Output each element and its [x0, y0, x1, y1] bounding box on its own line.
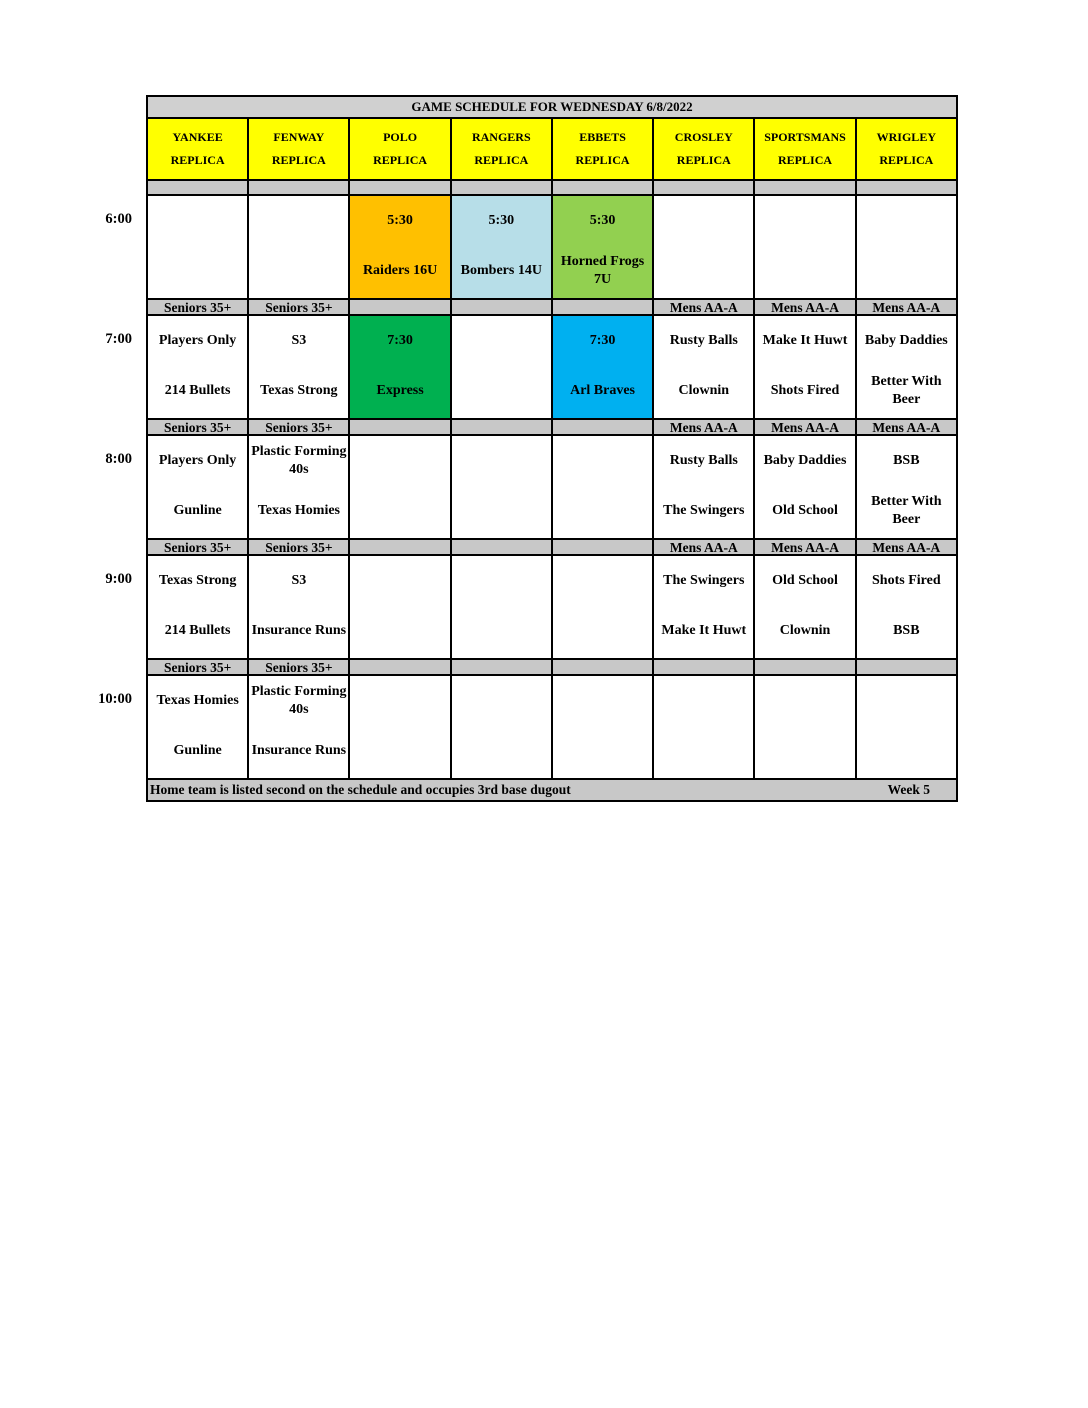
- field-header-3: [451, 118, 552, 180]
- footer-note: Home team is listed second on the schedule and occupies 3rd base dugout: [150, 782, 571, 797]
- team-top: Texas Homies: [156, 693, 239, 708]
- team-top: [756, 678, 853, 724]
- field-sub: REPLICA: [474, 153, 529, 167]
- division-label: Mens AA-A: [856, 299, 957, 315]
- team-top: BSB: [893, 453, 920, 468]
- game-cell: [147, 315, 248, 419]
- team-top: Players Only: [158, 453, 237, 468]
- team-bottom: Gunline: [173, 743, 222, 758]
- game-cell: [856, 675, 957, 779]
- slot-row: [147, 315, 957, 419]
- team-bottom: [453, 608, 550, 654]
- team-top: [453, 558, 550, 604]
- team-bottom: 214 Bullets: [164, 383, 231, 398]
- team-bottom: Arl Braves: [570, 383, 636, 398]
- game-cell: [349, 435, 450, 539]
- field-name: CROSLEY: [674, 130, 733, 144]
- slot-row: [147, 195, 957, 299]
- game-cell: [349, 555, 450, 659]
- division-label: Seniors 35+: [147, 419, 248, 435]
- game-cell: [856, 195, 957, 299]
- team-top: [453, 438, 550, 484]
- team-top: S3: [291, 333, 307, 348]
- game-cell: [451, 195, 552, 299]
- field-sub: REPLICA: [575, 153, 630, 167]
- division-label: [451, 419, 552, 435]
- time-label: 8:00: [105, 451, 132, 467]
- field-name: SPORTSMANS: [764, 130, 846, 144]
- field-sub: REPLICA: [879, 153, 934, 167]
- field-header-4: [552, 118, 653, 180]
- division-label: Seniors 35+: [248, 539, 349, 555]
- team-bottom: [351, 608, 448, 654]
- team-top: [554, 558, 651, 604]
- field-name: POLO: [383, 130, 418, 144]
- field-header-7: [856, 118, 957, 180]
- division-label: [451, 539, 552, 555]
- team-bottom: [655, 248, 752, 294]
- division-row: [147, 539, 957, 555]
- team-top: 5:30: [387, 213, 413, 228]
- team-bottom: Make It Huwt: [661, 623, 747, 638]
- game-cell: [856, 315, 957, 419]
- game-cell: [147, 555, 248, 659]
- team-bottom: Gunline: [173, 503, 222, 518]
- game-cell: [147, 195, 248, 299]
- division-label: [552, 539, 653, 555]
- team-top: [756, 198, 853, 244]
- field-sub: REPLICA: [271, 153, 326, 167]
- game-cell: [754, 315, 855, 419]
- field-header-5: [653, 118, 754, 180]
- slot-row: [147, 435, 957, 539]
- team-bottom: Texas Homies: [257, 503, 341, 518]
- game-cell: [552, 555, 653, 659]
- game-cell: [451, 435, 552, 539]
- game-cell: [248, 675, 349, 779]
- title-row: [147, 96, 957, 118]
- field-header-1: [248, 118, 349, 180]
- team-top: [351, 438, 448, 484]
- division-label: Mens AA-A: [754, 299, 855, 315]
- game-cell: [754, 195, 855, 299]
- game-cell: [653, 435, 754, 539]
- team-bottom: [453, 488, 550, 534]
- division-label: [552, 659, 653, 675]
- footer-row: [147, 779, 957, 801]
- footer-cell: [147, 779, 957, 801]
- team-top: [351, 558, 448, 604]
- team-bottom: [554, 608, 651, 654]
- team-top: 5:30: [589, 213, 616, 228]
- game-cell: [552, 195, 653, 299]
- team-top: Make It Huwt: [762, 333, 848, 348]
- field-sub: REPLICA: [676, 153, 731, 167]
- division-label: Mens AA-A: [653, 299, 754, 315]
- team-bottom: Better With Beer: [871, 374, 942, 407]
- team-top: [554, 678, 651, 724]
- game-cell: [248, 315, 349, 419]
- team-bottom: [554, 488, 651, 534]
- team-top: S3: [291, 573, 307, 588]
- team-bottom: Raiders 16U: [362, 263, 438, 278]
- field-name: EBBETS: [579, 130, 626, 144]
- team-bottom: Shots Fired: [770, 383, 840, 398]
- team-bottom: Texas Strong: [260, 383, 338, 398]
- division-label: [349, 419, 450, 435]
- game-cell: [248, 435, 349, 539]
- team-bottom: [655, 728, 752, 774]
- team-bottom: [351, 488, 448, 534]
- team-top: [655, 198, 752, 244]
- division-label: [349, 659, 450, 675]
- team-top: 7:30: [589, 333, 616, 348]
- division-label: Seniors 35+: [248, 299, 349, 315]
- game-cell: [552, 435, 653, 539]
- division-row: [147, 659, 957, 675]
- team-top: Plastic Forming 40s: [251, 684, 347, 717]
- team-bottom: Horned Frogs 7U: [560, 254, 645, 287]
- field-sub: REPLICA: [778, 153, 833, 167]
- game-cell: [147, 435, 248, 539]
- game-cell: [349, 675, 450, 779]
- team-top: Plastic Forming 40s: [251, 444, 347, 477]
- team-bottom: 214 Bullets: [164, 623, 231, 638]
- field-header-2: [349, 118, 450, 180]
- division-label: Seniors 35+: [147, 659, 248, 675]
- field-name: YANKEE: [172, 130, 223, 144]
- field-sub: REPLICA: [373, 153, 428, 167]
- division-label: Mens AA-A: [653, 539, 754, 555]
- team-bottom: [453, 368, 550, 414]
- time-label: 9:00: [105, 571, 132, 587]
- team-top: 7:30: [387, 333, 413, 348]
- field-name: RANGERS: [471, 130, 531, 144]
- division-label: [552, 299, 653, 315]
- slot-row: [147, 555, 957, 659]
- team-top: [351, 678, 448, 724]
- field-name: WRIGLEY: [876, 130, 936, 144]
- team-top: [453, 318, 550, 364]
- division-label: [451, 299, 552, 315]
- game-cell: [147, 675, 248, 779]
- time-label: 6:00: [105, 211, 132, 227]
- division-label: Mens AA-A: [754, 419, 855, 435]
- team-top: Baby Daddies: [763, 453, 847, 468]
- team-top: [858, 678, 955, 724]
- division-label: [754, 659, 855, 675]
- team-top: Players Only: [158, 333, 237, 348]
- game-cell: [653, 555, 754, 659]
- division-label: Seniors 35+: [248, 659, 349, 675]
- team-top: Shots Fired: [872, 573, 941, 588]
- field-header-0: [147, 118, 248, 180]
- team-top: [149, 198, 246, 244]
- team-top: [554, 438, 651, 484]
- division-label: Mens AA-A: [754, 539, 855, 555]
- division-label: [451, 659, 552, 675]
- team-bottom: [756, 248, 853, 294]
- team-bottom: Insurance Runs: [251, 743, 347, 758]
- field-sub: REPLICA: [170, 153, 225, 167]
- team-top: [250, 198, 347, 244]
- game-cell: [552, 675, 653, 779]
- team-top: 5:30: [488, 213, 515, 228]
- week-label: Week 5: [887, 782, 930, 797]
- team-bottom: Better With Beer: [871, 494, 942, 527]
- game-cell: [754, 555, 855, 659]
- division-label: Mens AA-A: [653, 419, 754, 435]
- game-cell: [248, 195, 349, 299]
- team-bottom: [858, 728, 955, 774]
- team-top: Baby Daddies: [864, 333, 948, 348]
- time-label: 7:00: [105, 331, 132, 347]
- team-bottom: [149, 248, 246, 294]
- field-header-row: [147, 118, 957, 180]
- team-bottom: Clownin: [678, 383, 730, 398]
- game-cell: [349, 195, 450, 299]
- team-top: [858, 198, 955, 244]
- division-label: [856, 659, 957, 675]
- team-bottom: Insurance Runs: [251, 623, 347, 638]
- division-label: Seniors 35+: [147, 539, 248, 555]
- division-row: [147, 299, 957, 315]
- team-top: Texas Strong: [158, 573, 237, 588]
- team-bottom: Old School: [772, 503, 838, 518]
- game-cell: [451, 675, 552, 779]
- game-cell: [653, 675, 754, 779]
- team-top: [453, 678, 550, 724]
- division-row: [147, 419, 957, 435]
- game-cell: [248, 555, 349, 659]
- division-label: [349, 539, 450, 555]
- game-cell: [754, 435, 855, 539]
- game-cell: [856, 555, 957, 659]
- team-top: Rusty Balls: [669, 333, 738, 348]
- division-label: [349, 299, 450, 315]
- team-top: Old School: [772, 573, 838, 588]
- division-label: Seniors 35+: [248, 419, 349, 435]
- team-bottom: The Swingers: [663, 503, 745, 518]
- team-bottom: [554, 728, 651, 774]
- game-cell: [451, 315, 552, 419]
- team-bottom: [858, 248, 955, 294]
- team-bottom: Clownin: [779, 623, 831, 638]
- team-top: [655, 678, 752, 724]
- team-bottom: [756, 728, 853, 774]
- field-header-6: [754, 118, 855, 180]
- division-label: [653, 659, 754, 675]
- game-cell: [754, 675, 855, 779]
- game-cell: [856, 435, 957, 539]
- division-label: [552, 419, 653, 435]
- team-bottom: [453, 728, 550, 774]
- team-top: The Swingers: [663, 573, 745, 588]
- division-label: Seniors 35+: [147, 299, 248, 315]
- game-cell: [349, 315, 450, 419]
- slot-row: [147, 675, 957, 779]
- game-cell: [451, 555, 552, 659]
- game-cell: [653, 315, 754, 419]
- division-label: Mens AA-A: [856, 419, 957, 435]
- field-name: FENWAY: [273, 130, 325, 144]
- team-bottom: Bombers 14U: [460, 263, 542, 278]
- team-top: Rusty Balls: [669, 453, 738, 468]
- game-cell: [552, 315, 653, 419]
- team-bottom: Express: [376, 383, 424, 398]
- schedule-table: [146, 95, 958, 802]
- time-label: 10:00: [98, 691, 132, 707]
- team-bottom: BSB: [893, 623, 920, 638]
- header-spacer-row: [147, 180, 957, 195]
- team-bottom: [250, 248, 347, 294]
- division-label: Mens AA-A: [856, 539, 957, 555]
- schedule-title: GAME SCHEDULE FOR WEDNESDAY 6/8/2022: [147, 96, 957, 118]
- game-cell: [653, 195, 754, 299]
- team-bottom: [351, 728, 448, 774]
